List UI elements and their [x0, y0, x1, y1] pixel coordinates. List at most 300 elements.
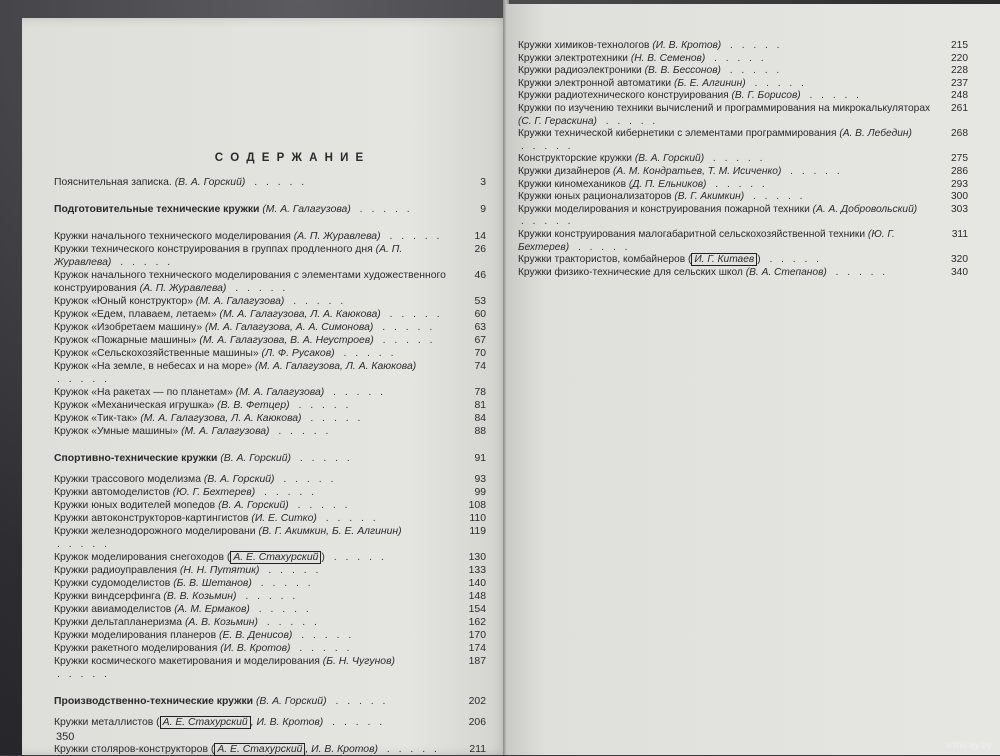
toc-entry-author: (А. П. Журавлева): [293, 231, 381, 242]
toc-entry-title: Кружки дельтапланеризма: [54, 617, 183, 628]
toc-entry-text: [54, 230, 452, 243]
toc-entry-title: Кружки космического макетирования и моделирования: [54, 656, 320, 667]
toc-entry: [518, 78, 968, 91]
toc-entry-title: Кружки по изучению техники вычислений и программирования на микрокалькуляторах: [518, 102, 931, 114]
leader-dots: . . . . .: [291, 500, 351, 511]
toc-entry-text: [518, 53, 934, 66]
toc-entry-page: 148: [468, 591, 486, 602]
toc-entry-author: (А. В. Козьмин): [184, 617, 258, 628]
toc-entry-text: [54, 603, 452, 616]
toc-entry-title: Кружки трактористов, комбайнеров: [518, 254, 686, 266]
toc-entry: [518, 40, 968, 53]
toc-entry-title: Кружки моделирования и конструирования пожарной техники: [518, 203, 810, 215]
toc-entry-author-boxed: И. Г. Китаев: [691, 253, 757, 266]
spacer: [54, 465, 486, 473]
toc-entry: [518, 128, 968, 153]
toc-entry-title: Кружки столяров-конструкторов: [54, 744, 208, 755]
toc-entry-author: (В. А. Степанов): [745, 266, 827, 278]
leader-dots: . . . . .: [262, 565, 322, 576]
toc-entry-page: 237: [951, 77, 968, 89]
leader-dots: . . . . .: [521, 140, 574, 152]
toc-entry-text: [54, 512, 452, 525]
toc-entry-text: [54, 412, 452, 425]
toc-entry-title: Кружки радиоэлектроники: [518, 65, 642, 77]
leader-dots: . . . . .: [260, 617, 320, 628]
toc-entry-title: Кружок «На ракетах — по планетам»: [54, 387, 233, 398]
leader-dots: . . . . .: [57, 669, 110, 680]
toc-entry-title: Пояснительная записка.: [54, 177, 172, 188]
toc-title: С О Д Е Р Ж А Н И Е: [214, 152, 366, 164]
toc-entry-author: (В. А. Горский): [203, 474, 275, 485]
toc-entry: [54, 347, 486, 360]
leader-dots: . . . . .: [747, 191, 806, 203]
toc-entry-text: [54, 655, 452, 681]
toc-entry-text: [54, 486, 452, 499]
leader-dots: . . . . .: [380, 744, 440, 755]
toc-entry-title: Кружок «Пожарные машины»: [54, 335, 197, 346]
toc-entry-page: 300: [951, 191, 968, 203]
toc-entry-page: 46: [474, 270, 486, 281]
toc-entry-text: [54, 695, 452, 708]
leader-dots: . . . . .: [707, 153, 766, 165]
toc-entry-page: 248: [951, 90, 968, 102]
toc-entry-author: (А. М. Ермаков): [174, 604, 250, 615]
toc-entry-text: [54, 629, 452, 642]
toc-entry-page: 70: [474, 348, 486, 359]
toc-entry-author: (В. А. Горский): [218, 500, 289, 511]
toc-entry-text: [54, 577, 452, 590]
toc-entry: [518, 229, 968, 254]
leader-dots: . . . . .: [229, 283, 289, 294]
spacer: [54, 189, 486, 203]
toc-entry: [54, 743, 486, 756]
toc-entry-title: Кружки начального технического моделирования: [54, 231, 291, 242]
toc-entry-title: Кружки автоконструкторов-картингистов: [54, 513, 249, 524]
toc-entry-title: Подготовительные технические кружки: [54, 204, 260, 215]
toc-entry-author: , И. В. Кротов): [250, 717, 324, 728]
toc-entry: [54, 473, 486, 486]
toc-entry-page: 215: [951, 40, 968, 51]
toc-entry: [518, 267, 968, 280]
toc-entry-text: [54, 386, 452, 399]
toc-entry-text: [518, 191, 934, 204]
toc-entry: [54, 616, 486, 629]
toc-entry-text: [54, 590, 452, 603]
toc-entry-author: (Д. П. Ельников): [628, 178, 707, 190]
toc-entry: [54, 551, 486, 564]
toc-entry-title: Кружки юных рационализаторов: [518, 191, 672, 203]
toc-entry: [54, 499, 486, 512]
leader-dots: . . . . .: [803, 90, 862, 102]
toc-entry-page: 320: [951, 254, 968, 266]
toc-entry-author: (В. Г. Акимкин): [674, 191, 745, 203]
spacer: [54, 681, 486, 695]
leader-dots: . . . . .: [383, 309, 443, 320]
toc-entry-text: [54, 243, 452, 269]
toc-entry-text: Кружки металлистов ( А. Е. Стахурский , И. В. Кротов) . . . . .: [54, 717, 386, 728]
toc-entry-page: 303: [951, 203, 968, 215]
toc-entry-page: 60: [474, 309, 486, 320]
toc-entry-page: 110: [469, 513, 486, 524]
toc-entry-text: [54, 295, 452, 308]
toc-entry: [54, 695, 486, 708]
toc-entry-text: [518, 78, 934, 91]
toc-entry-page: 174: [468, 643, 486, 654]
toc-entry-title: Кружки виндсерфинга: [54, 591, 161, 602]
toc-entry-page: 119: [469, 526, 486, 537]
toc-entry: [54, 295, 486, 308]
leader-dots: . . . . .: [572, 241, 631, 253]
toc-entry-page: 261: [951, 102, 968, 114]
toc-entry-author: (С. Г. Гераскина): [518, 115, 597, 127]
toc-entry: [54, 360, 486, 386]
toc-entry-title: Кружки химиков-технологов: [518, 40, 650, 51]
toc-entry-page: 88: [474, 426, 486, 437]
leader-dots: . . . . .: [599, 115, 659, 127]
toc-entry-title: Кружки электротехники: [518, 52, 628, 64]
leader-dots: . . . . .: [114, 257, 174, 268]
toc-entry-page: 170: [468, 630, 486, 641]
leader-dots: . . . . .: [748, 77, 807, 89]
leader-dots: . . . . .: [763, 254, 822, 266]
spacer: [54, 438, 486, 452]
toc-entry-page: 3: [480, 177, 486, 188]
toc-entry-text: Кружок моделирования снегоходов ( А. Е. Стахурский ) . . . . .: [54, 552, 387, 563]
toc-entry: [518, 254, 968, 267]
toc-entry-author: (Ю. Г. Бехтерев): [518, 228, 895, 253]
toc-entry-title: Кружок «Умные машины»: [54, 426, 179, 437]
toc-entry-text: [54, 203, 452, 216]
toc-entry-page: 91: [474, 453, 486, 464]
toc-entry: [54, 590, 486, 603]
toc-entry-text: [54, 360, 452, 386]
toc-entry-page: 268: [951, 128, 968, 140]
toc-entry-title: Кружки дизайнеров: [518, 165, 611, 177]
toc-entry-title: Кружки радиотехнического конструирования: [518, 90, 729, 102]
toc-entry-page: 211: [469, 744, 486, 755]
toc-entry: [518, 166, 968, 179]
toc-entry: [518, 191, 968, 204]
leader-dots: . . . . .: [724, 40, 783, 51]
leader-dots: . . . . .: [709, 178, 768, 190]
toc-entry-page: 140: [468, 578, 486, 589]
toc-entry-author: (В. Г. Акимкин, Б. Е. Алгинин): [258, 526, 402, 537]
leader-dots: . . . . .: [252, 604, 312, 615]
toc-entry: [54, 486, 486, 499]
toc-entry-page: 74: [474, 361, 486, 372]
toc-entry-title: Кружки конструирования малогабаритной сельскохозяйственной техники: [518, 228, 866, 240]
toc-entry-author-boxed: А. Е. Стахурский: [214, 743, 305, 756]
toc-entry-author: (В. Г. Борисов): [731, 90, 801, 102]
toc-entry-author: (Е. В. Денисов): [219, 630, 293, 641]
toc-entry-text: [518, 267, 934, 280]
toc-entry-author: (В. А. Горский): [220, 453, 291, 464]
toc-entry-page: 63: [474, 322, 486, 333]
toc-entry-text: [518, 128, 934, 153]
toc-entry-page: 93: [474, 474, 486, 485]
toc-entry: [54, 642, 486, 655]
toc-entry-text: [54, 334, 452, 347]
toc-entry-author: (В. А. Горский): [174, 177, 246, 188]
toc-entry-page: 130: [468, 552, 486, 563]
toc-entry-author: (М. А. Галагузова, Л. А. Каюкова): [140, 413, 302, 424]
toc-entry-text: [54, 308, 452, 321]
toc-entry-title: Кружок «Юный конструктор»: [54, 296, 193, 307]
toc-entry: [54, 655, 486, 681]
leader-dots: . . . . .: [337, 348, 397, 359]
toc-entry: [54, 334, 486, 347]
toc-entry-author: (А. М. Кондратьев, Т. М. Исиченко): [613, 165, 782, 177]
toc-entry-text: [518, 153, 934, 166]
toc-entry: [54, 564, 486, 577]
toc-entry: [518, 204, 968, 229]
toc-entry: [54, 412, 486, 425]
toc-entry: [54, 525, 486, 551]
toc-entry-page: 14: [474, 231, 486, 242]
leader-dots: . . . . .: [287, 296, 347, 307]
toc-entry-title: Кружки авиамоделистов: [54, 604, 172, 615]
leader-dots: . . . . .: [304, 413, 364, 424]
leader-dots: . . . . .: [521, 216, 574, 228]
toc-entry: [518, 103, 968, 128]
spacer: [54, 729, 486, 743]
leader-dots: . . . . .: [57, 539, 110, 550]
leader-dots: . . . . .: [723, 65, 783, 77]
toc-entry-page: 84: [474, 413, 486, 424]
toc-entry-author-boxed: А. Е. Стахурский: [160, 716, 251, 729]
leader-dots: . . . . .: [327, 552, 387, 563]
toc-entry: [54, 203, 486, 216]
toc-entry-author: (И. В. Кротов): [652, 40, 722, 51]
leader-dots: . . . . .: [329, 696, 389, 707]
leader-dots: . . . . .: [239, 591, 299, 602]
leader-dots: . . . . .: [272, 426, 332, 437]
toc-entry: [54, 452, 486, 465]
toc-entry-title: Кружки трассового моделизма: [54, 474, 201, 485]
toc-entry-page: 154: [468, 604, 486, 615]
toc-entry: [54, 716, 486, 729]
toc-entry-text: [54, 321, 452, 334]
toc-entry-text: [54, 642, 452, 655]
toc-entry-title: Кружки железнодорожного моделировани: [54, 526, 256, 537]
leader-dots: . . . . .: [292, 400, 352, 411]
toc-entry-text: [518, 90, 934, 103]
toc-entry: [518, 65, 968, 78]
page-number: 350: [56, 731, 75, 743]
leader-dots: . . . . .: [319, 513, 379, 524]
toc-entry-author: (М. А. Галагузова): [181, 426, 270, 437]
toc-entry-author: (М. А. Галагузова, Л. А. Каюкова): [255, 361, 417, 372]
toc-entry-title: Кружки автомоделистов: [54, 487, 170, 498]
toc-entry-title: Кружок начального технического моделирования с элементами художественного конструирования: [54, 270, 446, 294]
toc-entry: [54, 321, 486, 334]
toc-entry-author: (М. А. Галагузова): [235, 387, 325, 398]
toc-entry: [54, 577, 486, 590]
toc-entry-author: (Н. В. Семенов): [630, 52, 706, 64]
toc-entry-title: Кружок моделирования снегоходов: [54, 552, 224, 563]
watermark: www.ay.by: [944, 740, 992, 751]
toc-entry-author: (М. А. Галагузова, А. А. Симонова): [205, 322, 374, 333]
leader-dots: . . . . .: [829, 266, 889, 278]
toc-entry-text: [518, 229, 934, 254]
toc-entry-author: (В. В. Козьмин): [163, 591, 237, 602]
toc-entry-text: [518, 103, 934, 128]
toc-entry-text: [54, 269, 452, 295]
toc-list-left: [54, 176, 486, 756]
leader-dots: . . . . .: [327, 387, 387, 398]
toc-entry-author: (М. А. Галагузова, Л. А. Каюкова): [219, 309, 381, 320]
toc-entry: [54, 230, 486, 243]
toc-entry-page: 275: [951, 153, 968, 165]
leader-dots: . . . . .: [57, 374, 110, 385]
toc-entry-author: , И. В. Кротов): [305, 744, 378, 755]
spacer: [54, 708, 486, 716]
toc-entry-author: (И. В. Кротов): [220, 643, 291, 654]
toc-entry-text: [518, 179, 934, 192]
toc-entry-page: 206: [468, 717, 486, 728]
toc-entry-page: 99: [474, 487, 486, 498]
toc-entry-text: [54, 525, 452, 551]
toc-entry: [54, 176, 486, 189]
toc-entry-page: 53: [474, 296, 486, 307]
toc-entry: [54, 243, 486, 269]
toc-entry-author: (Б. Н. Чугунов): [322, 656, 395, 667]
toc-entry: [54, 269, 486, 295]
toc-entry-text: [54, 347, 452, 360]
toc-entry-title: Кружок «Едем, плаваем, летаем»: [54, 309, 217, 320]
toc-entry: [54, 425, 486, 438]
toc-entry-title: Конструкторские кружки: [518, 153, 633, 165]
toc-entry: [54, 399, 486, 412]
leader-dots: . . . . .: [376, 322, 436, 333]
toc-entry-title: Кружок «Механическая игрушка»: [54, 400, 215, 411]
leader-dots: . . . . .: [326, 717, 386, 728]
leader-dots: . . . . .: [258, 487, 318, 498]
toc-entry-text: [518, 65, 934, 78]
toc-entry-text: [518, 204, 934, 229]
toc-entry-text: [54, 425, 452, 438]
left-page: [22, 18, 508, 755]
toc-entry-title: Кружок «Тик-так»: [54, 413, 138, 424]
toc-entry-title: Кружки электронной автоматики: [518, 77, 672, 89]
toc-entry-page: 220: [951, 52, 968, 64]
spacer: [54, 216, 486, 230]
toc-entry-page: 228: [951, 65, 968, 77]
toc-entry-text: [54, 616, 452, 629]
toc-list-right: [518, 40, 968, 279]
toc-entry-title: Кружки радиоуправления: [54, 565, 177, 576]
toc-entry-title: Кружки юных водителей мопедов: [54, 500, 216, 511]
toc-entry-author: (В. В. Бессонов): [644, 65, 721, 77]
leader-dots: . . . . .: [376, 335, 436, 346]
right-page: [506, 4, 1000, 755]
toc-entry-page: 162: [468, 617, 486, 628]
toc-entry: [518, 90, 968, 103]
toc-entry-page: 187: [468, 656, 486, 667]
toc-entry-author: (М. А. Галагузова): [262, 204, 351, 215]
toc-entry-author: (Н. Н. Путятик): [179, 565, 260, 576]
toc-entry-title: Спортивно-технические кружки: [54, 453, 218, 464]
toc-entry-title: Кружок «Сельскохозяйственные машины»: [54, 348, 259, 359]
toc-entry-text: [54, 499, 452, 512]
toc-entry-author: (Л. Ф. Русаков): [261, 348, 335, 359]
toc-entry-author: (В. А. Горский): [255, 696, 327, 707]
toc-entry-text: [54, 452, 452, 465]
toc-entry-page: 311: [951, 228, 968, 240]
leader-dots: . . . . .: [708, 52, 767, 64]
toc-entry-page: 202: [468, 696, 486, 707]
toc-entry-page: 286: [951, 165, 968, 177]
leader-dots: . . . . .: [248, 177, 308, 188]
toc-entry-page: 133: [468, 565, 486, 576]
toc-entry-page: 9: [480, 204, 486, 215]
toc-entry: [54, 629, 486, 642]
leader-dots: . . . . .: [295, 630, 355, 641]
toc-entry: [54, 512, 486, 525]
toc-entry-author: (Б. В. Шетанов): [173, 578, 252, 589]
toc-entry-page: 26: [474, 244, 486, 255]
toc-entry-text: [54, 473, 452, 486]
toc-entry-author: (И. Е. Ситко): [251, 513, 317, 524]
toc-entry-author: (М. А. Галагузова, В. А. Неустроев): [199, 335, 374, 346]
toc-entry-page: 340: [951, 266, 968, 278]
toc-entry-author: (Б. Е. Алгинин): [673, 77, 746, 89]
toc-entry-text: Кружки трактористов, комбайнеров ( И. Г. Китаев ) . . . . .: [518, 254, 822, 266]
toc-entry-text: [54, 176, 452, 189]
toc-entry: [54, 386, 486, 399]
toc-entry-page: 78: [474, 387, 486, 398]
toc-entry-page: 108: [468, 500, 486, 511]
toc-entry-page: 67: [474, 335, 486, 346]
toc-entry-text: [54, 399, 452, 412]
toc-entry-title: Кружки киномехаников: [518, 178, 626, 190]
toc-entry: [518, 153, 968, 166]
toc-entry-author: (М. А. Галагузова): [195, 296, 285, 307]
toc-entry: [518, 179, 968, 192]
toc-entry-title: Производственно-технические кружки: [54, 696, 254, 707]
toc-entry-author: (Ю. Г. Бехтерев): [172, 487, 256, 498]
toc-entry-title: Кружок «На земле, в небесах и на море»: [54, 361, 253, 372]
toc-entry-text: Кружки столяров-конструкторов ( А. Е. Стахурский , И. В. Кротов) . . . . .: [54, 744, 440, 755]
toc-entry-text: [518, 166, 934, 179]
leader-dots: . . . . .: [383, 231, 443, 242]
toc-entry-author: (А. П. Журавлева): [54, 244, 403, 268]
toc-entry-title: Кружки технической кибернетики с элементами программирования: [518, 128, 837, 140]
leader-dots: . . . . .: [784, 165, 843, 177]
leader-dots: . . . . .: [293, 643, 353, 654]
toc-entry-author: (А. В. Лебедин): [839, 128, 912, 140]
toc-entry-page: 293: [951, 178, 968, 190]
toc-entry-text: [518, 40, 934, 53]
toc-entry-title: Кружки физико-технические для сельских школ: [518, 266, 743, 278]
toc-entry-author: (А. П. Журавлева): [139, 283, 227, 294]
toc-entry-title: Кружки моделирования планеров: [54, 630, 217, 641]
leader-dots: . . . . .: [293, 453, 353, 464]
toc-entry-title: Кружки судомоделистов: [54, 578, 171, 589]
toc-entry-author: (А. А. Добровольский): [812, 203, 918, 215]
toc-entry-page: 81: [474, 400, 486, 411]
toc-entry: [54, 308, 486, 321]
toc-entry: [54, 603, 486, 616]
toc-entry-title: Кружок «Изобретаем машину»: [54, 322, 203, 333]
toc-entry-title: Кружки технического конструирования в группах продленного дня: [54, 244, 373, 255]
toc-entry: [518, 53, 968, 66]
leader-dots: . . . . .: [277, 474, 337, 485]
toc-entry-text: [54, 564, 452, 577]
toc-entry-author: (В. А. Горский): [634, 153, 705, 165]
toc-entry-author: (В. В. Фетцер): [217, 400, 290, 411]
toc-entry-author-boxed: А. Е. Стахурский: [230, 551, 321, 564]
